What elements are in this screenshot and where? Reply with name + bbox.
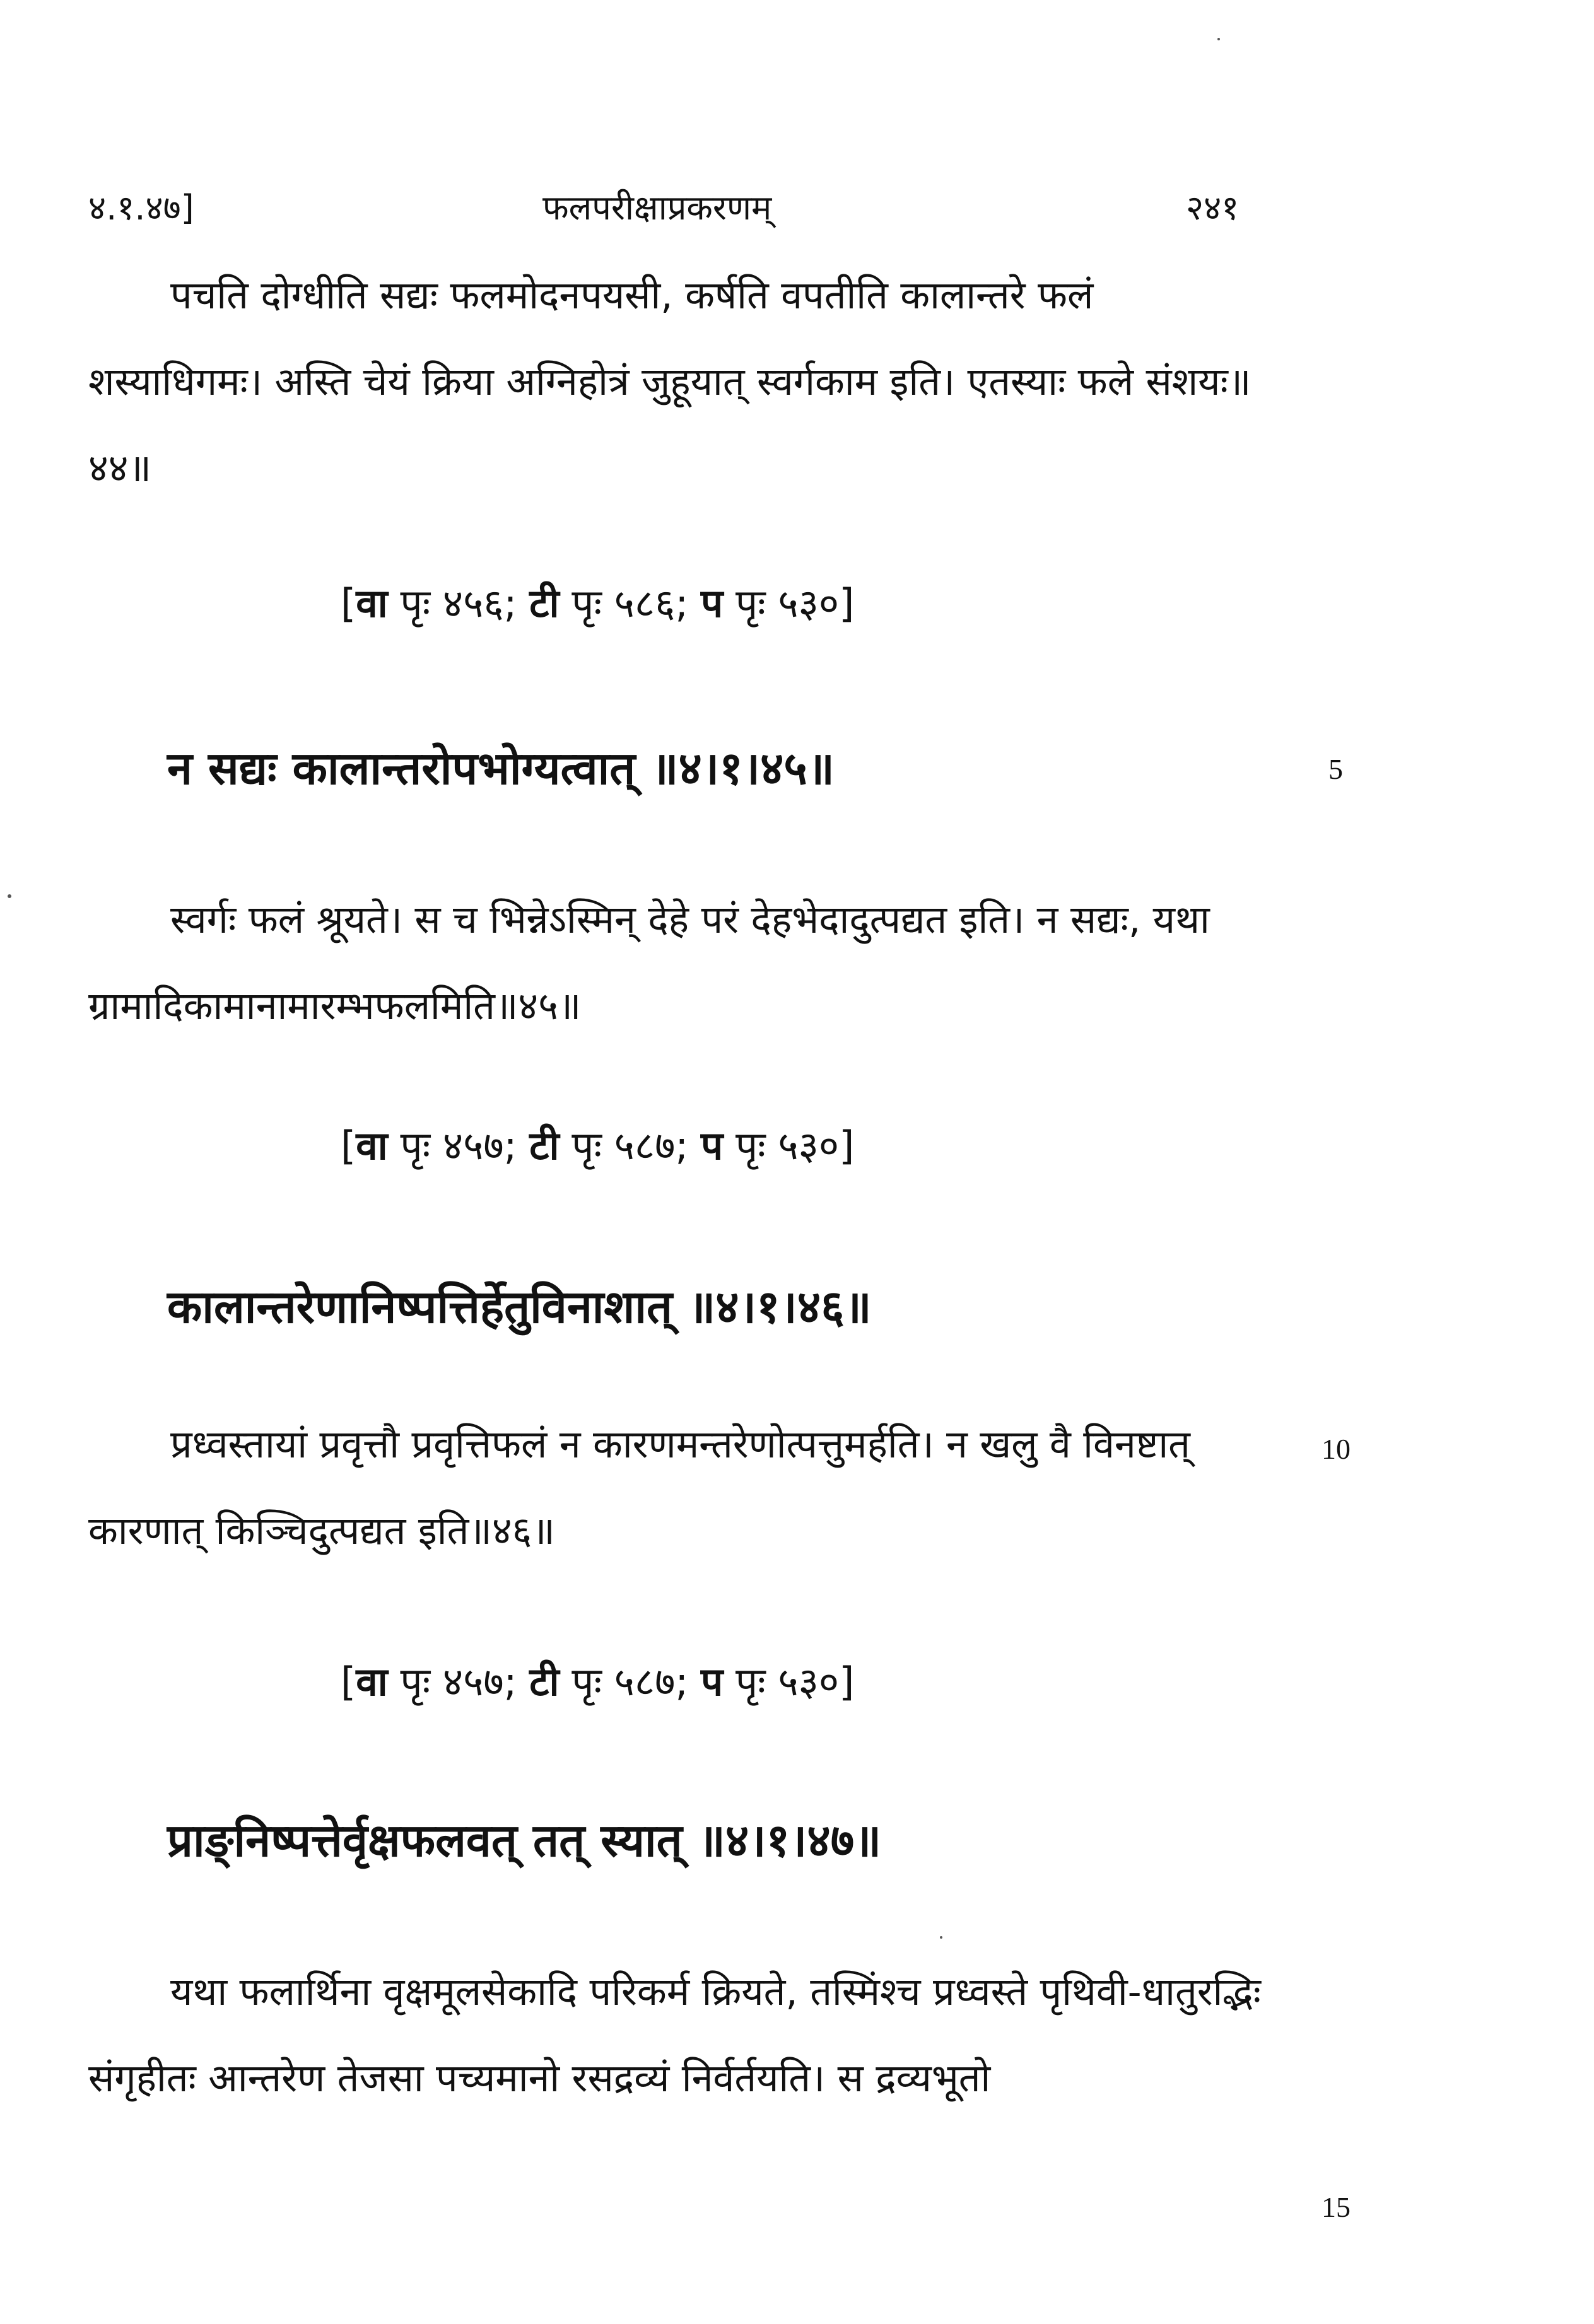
line-number-10: 10 (1321, 1433, 1351, 1465)
running-header-section: ४.१.४७] (88, 188, 194, 228)
scan-speck (8, 894, 11, 898)
commentary-text: पचति दोग्धीति सद्यः फलमोदनपयसी, कर्षति वपतीति कालान्तरे फलं शस्याधिगमः। अस्ति चेयं क्रिया अग्निहोत्रं जुहूयात् स्वर्गकाम इति। एतस्याः फले संशयः॥४४॥ (88, 273, 1251, 491)
reference-line-2: [वा पृः ४५७; टी पृः ५८७; प पृः ५३०] (341, 1123, 855, 1169)
scan-speck (1217, 38, 1220, 40)
commentary-paragraph-44 (88, 252, 1274, 511)
ref-ti: टी (529, 1123, 560, 1169)
reference-line-1: [वा पृः ४५६; टी पृः ५८६; प पृः ५३०] (341, 580, 855, 626)
ref-va: वा (356, 1659, 388, 1705)
ref-ti: टी (529, 1659, 560, 1705)
commentary-text: स्वर्गः फलं श्रूयते। स च भिन्नेऽस्मिन् देहे परं देहभेदादुत्पद्यत इति। न सद्यः, यथा ग्रामादिकामानामारम्भफलमिति॥४५॥ (88, 897, 1210, 1029)
commentary-text: यथा फलार्थिना वृक्षमूलसेकादि परिकर्म क्रियते, तस्मिंश्च प्रध्वस्ते पृथिवी-धातुरद्भिः संगृहीतः आन्तरेण तेजसा पच्यमानो रसद्रव्यं निर्वर्तयति। स द्रव्यभूतो (88, 1970, 1261, 2101)
running-header-title: फलपरीक्षाप्रकरणम् (542, 188, 772, 228)
line-number-5: 5 (1328, 753, 1343, 785)
sutra-45: न सद्यः कालान्तरोपभोग्यत्वात् ॥४।१।४५॥ (167, 742, 835, 795)
line-number-15: 15 (1321, 2191, 1351, 2223)
page-number: २४१ (1186, 188, 1239, 228)
scan-speck (940, 1936, 942, 1939)
commentary-paragraph-45 (88, 877, 1274, 1049)
sutra-47: प्राङ्निष्पत्तेर्वृक्षफलवत् तत् स्यात् ॥४।१।४७॥ (167, 1814, 882, 1867)
ref-va: वा (356, 1123, 388, 1169)
sutra-46: कालान्तरेणानिष्पत्तिर्हेतुविनाशात् ॥४।१।४६॥ (167, 1280, 872, 1333)
commentary-paragraph-46 (88, 1401, 1274, 1574)
commentary-paragraph-47 (88, 1949, 1274, 2122)
ref-ti: टी (529, 580, 560, 626)
reference-line-3: [वा पृः ४५७; टी पृः ५८७; प पृः ५३०] (341, 1659, 855, 1705)
ref-pa: प (701, 580, 724, 626)
ref-pa: प (701, 1123, 724, 1169)
ref-va: वा (356, 580, 388, 626)
ref-pa: प (701, 1659, 724, 1705)
commentary-text: प्रध्वस्तायां प्रवृत्तौ प्रवृत्तिफलं न कारणमन्तरेणोत्पत्तुमर्हति। न खलु वै विनष्टात् कारणात् किञ्चिदुत्पद्यत इति॥४६॥ (88, 1422, 1190, 1553)
